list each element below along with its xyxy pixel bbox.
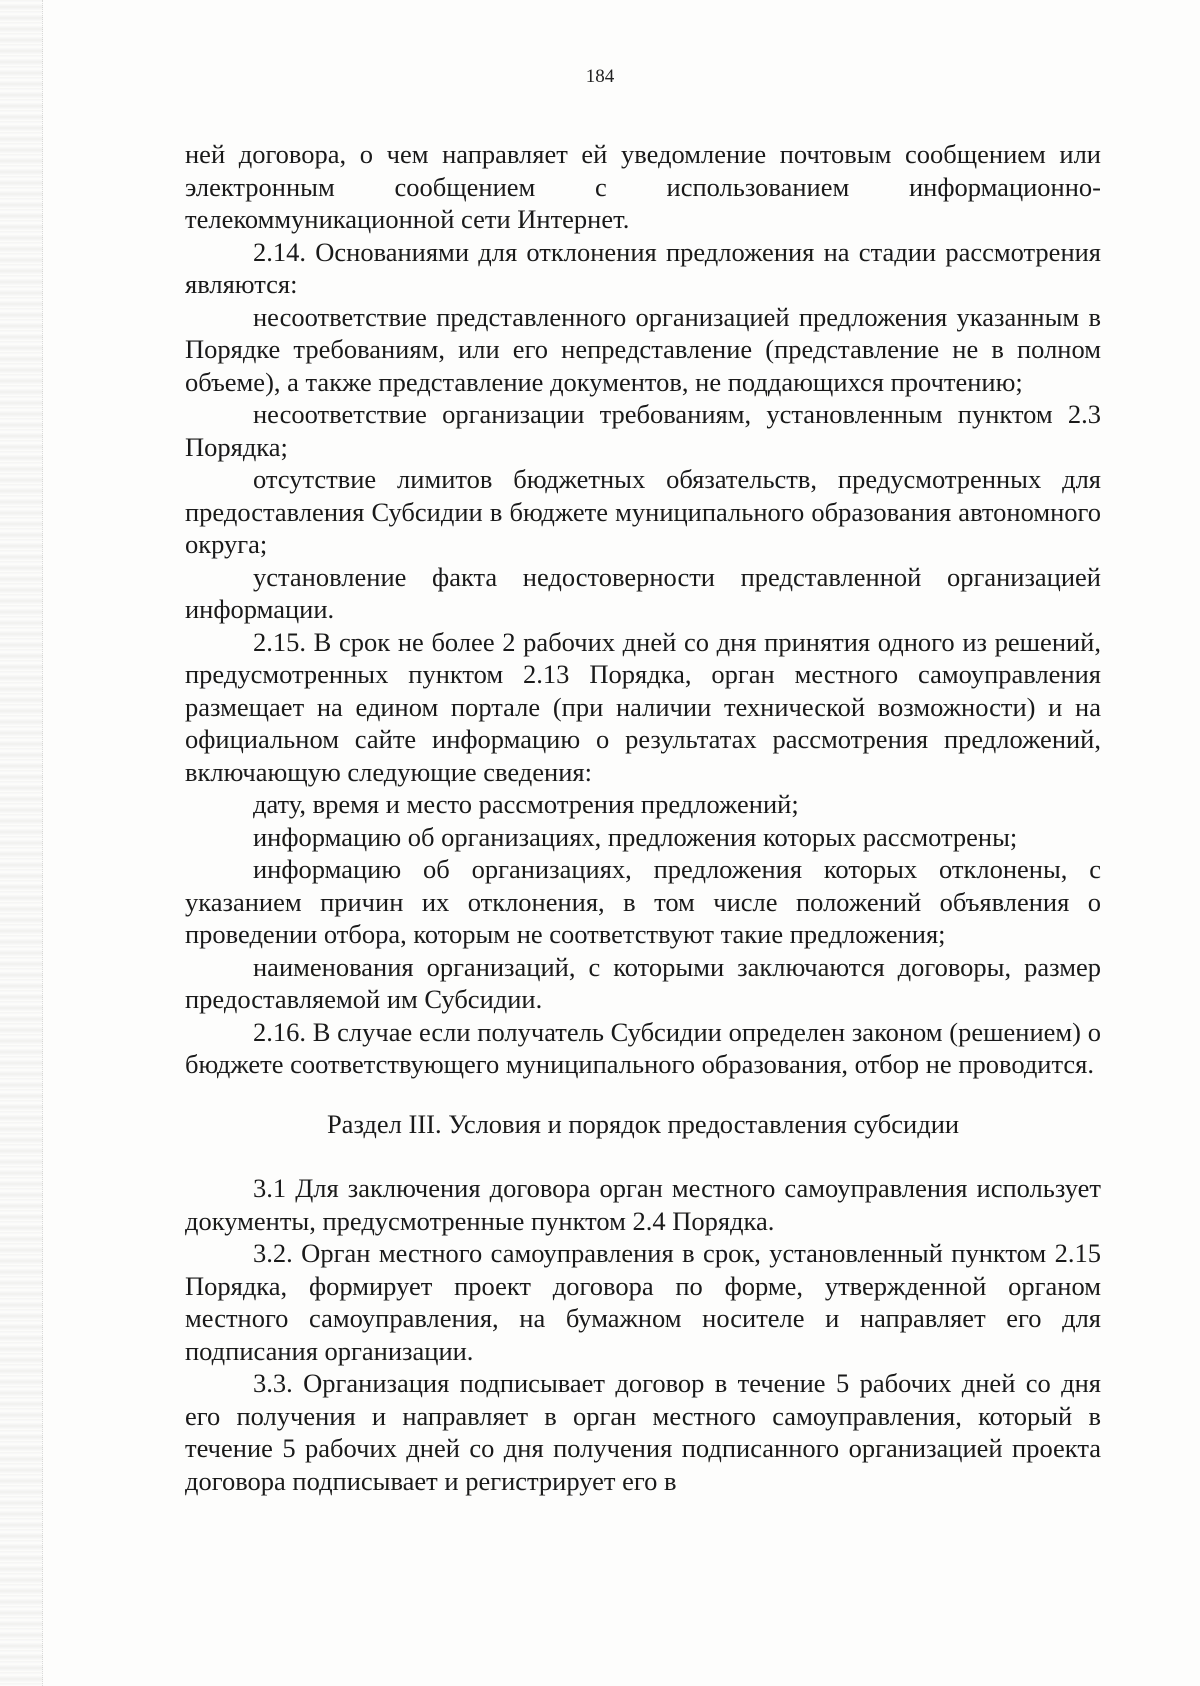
page-number: 184 xyxy=(585,66,615,87)
list-item-grounds-2: несоответствие организации требованиям, установленным пунктом 2.3 Порядка; xyxy=(185,399,1101,462)
list-item-info-2: информацию об организациях, предложения которых рассмотрены; xyxy=(253,821,1018,852)
list-item-grounds-1: несоответствие представленного организацией предложения указанным в Порядке требованиям, или его непредставление (представление не в полном объеме), а также представление документов, не поддающихся прочтению; xyxy=(185,301,1101,397)
paragraph-continuation: ней договора, о чем направляет ей уведомление почтовым сообщением или электронным сообщением с использованием информационно-телекоммуникационной сети Интернет. xyxy=(185,139,1101,234)
list-item-info-1: дату, время и место рассмотрения предложений; xyxy=(253,789,799,819)
list-item-grounds-3: отсутствие лимитов бюджетных обязательств, предусмотренных для предоставления Субсидии в бюджете муниципального образования автономного округа; xyxy=(185,464,1101,559)
paragraph-2-15: 2.15. В срок не более 2 рабочих дней со дня принятия одного из решений, предусмотренных пунктом 2.13 Порядка, орган местного самоуправления размещает на едином портале (при наличии технической возможности) и на официальном сайте информацию о результатах рассмотрения предложений, включающую следующие сведения: xyxy=(185,626,1101,787)
list-item-info-3: информацию об организациях, предложения которых отклонены, с указанием причин их отклонения, в том числе положений объявления о проведении отбора, которым не соответствуют такие предложения; xyxy=(185,854,1101,949)
paragraph-3-3: 3.3. Организация подписывает договор в течение 5 рабочих дней со дня его получения и направляет в орган местного самоуправления, который в течение 5 рабочих дней со дня получения подписанного организацией проекта договора подписывает и регистрирует его в xyxy=(185,1368,1101,1496)
paragraph-3-2: 3.2. Орган местного самоуправления в срок, установленный пунктом 2.15 Порядка, формирует проект договора по форме, утвержденной органом местного самоуправления, на бумажном носителе и направляет его для подписания организации. xyxy=(185,1238,1101,1366)
paragraph-2-14: 2.14. Основаниями для отклонения предложения на стадии рассмотрения являются: xyxy=(185,236,1101,299)
paragraph-2-16: 2.16. В случае если получатель Субсидии определен законом (решением) о бюджете соответствующего муниципального образования, отбор не проводится. xyxy=(185,1016,1101,1079)
paragraph-3-1: 3.1 Для заключения договора орган местного самоуправления использует документы, предусмотренные пунктом 2.4 Порядка. xyxy=(185,1173,1101,1236)
list-item-info-4: наименования организаций, с которыми заключаются договоры, размер предоставляемой им Субсидии. xyxy=(185,951,1101,1014)
document-body xyxy=(185,138,1101,1497)
section-heading: Раздел III. Условия и порядок предоставления субсидии xyxy=(326,1108,960,1139)
list-item-grounds-4: установление факта недостоверности представленной организацией информации. xyxy=(185,561,1101,624)
scan-binding-edge xyxy=(0,0,43,1686)
